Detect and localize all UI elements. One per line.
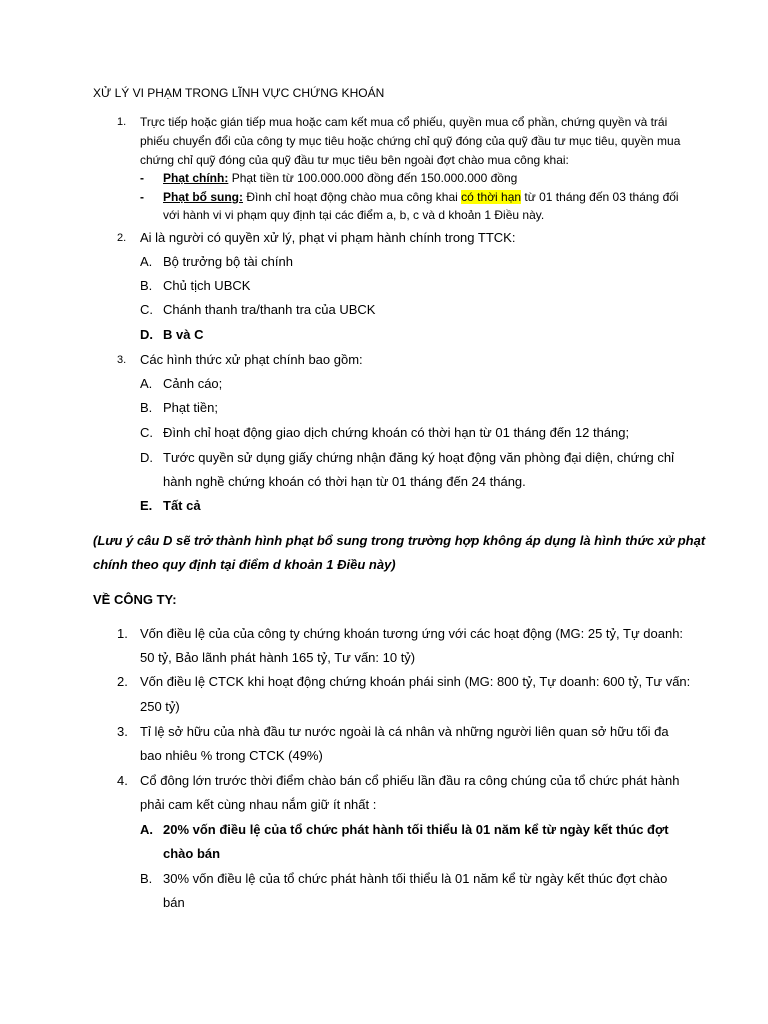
section-heading: VỀ CÔNG TY: bbox=[93, 592, 177, 607]
question-text-line: Trực tiếp hoặc gián tiếp mua hoặc cam kết mua cổ phiếu, quyền mua cổ phần, chứng quyền và trái bbox=[140, 115, 668, 129]
item-text-line: 50 tỷ, Bảo lãnh phát hành 165 tỷ, Tư vấn: 10 tỷ) bbox=[140, 650, 416, 665]
option-letter: C. bbox=[140, 302, 153, 317]
note-line: chính theo quy định tại điểm d khoản 1 Điều này) bbox=[93, 557, 396, 572]
additional-penalty-line bbox=[163, 189, 679, 205]
main-penalty-label: Phạt chính: bbox=[163, 171, 229, 185]
item-number: 3. bbox=[117, 724, 128, 739]
item-text-line: Vốn điều lệ CTCK khi hoạt động chứng khoán phái sinh (MG: 800 tỷ, Tự doanh: 600 tỷ, Tư vấn: bbox=[140, 674, 691, 689]
item-text-line: phải cam kết cùng nhau nắm giữ ít nhất : bbox=[140, 797, 377, 812]
option-letter: B. bbox=[140, 871, 153, 886]
question-text: Các hình thức xử phạt chính bao gồm: bbox=[140, 352, 363, 367]
additional-penalty-line: với hành vi vi phạm quy định tại các điểm a, b, c và d khoản 1 Điều này. bbox=[163, 208, 545, 222]
item-text-line: 250 tỷ) bbox=[140, 699, 180, 714]
additional-penalty-text: Đình chỉ hoạt động chào mua công khai bbox=[246, 190, 458, 204]
option-letter: C. bbox=[140, 425, 153, 440]
option-letter: B. bbox=[140, 400, 153, 415]
item-text-line: Cổ đông lớn trước thời điểm chào bán cổ phiếu lần đầu ra công chúng của tổ chức phát hành bbox=[140, 773, 680, 788]
additional-penalty-label: Phạt bổ sung: bbox=[163, 190, 243, 204]
option-letter: A. bbox=[140, 254, 153, 269]
option-text-answer: 20% vốn điều lệ của tổ chức phát hành tối thiểu là 01 năm kể từ ngày kết thúc đợt bbox=[163, 822, 669, 837]
penalty-bullet: - bbox=[140, 190, 144, 204]
option-text: Phạt tiền; bbox=[163, 400, 218, 415]
option-letter: A. bbox=[140, 822, 153, 837]
main-penalty-line bbox=[163, 170, 517, 186]
question-number: 1. bbox=[117, 116, 127, 128]
option-text-answer: Tất cả bbox=[163, 498, 201, 513]
option-text: Tước quyền sử dụng giấy chứng nhận đăng ký hoạt động văn phòng đại diện, chứng chỉ bbox=[163, 450, 674, 465]
item-text-line: Tỉ lệ sở hữu của nhà đầu tư nước ngoài là cá nhân và những người liên quan sở hữu tối đa bbox=[140, 724, 669, 739]
note-line: (Lưu ý câu D sẽ trở thành hình phạt bổ sung trong trường hợp không áp dụng là hình thức xử phạt bbox=[93, 533, 706, 548]
option-text: Cảnh cáo; bbox=[163, 376, 223, 391]
highlighted-text: có thời hạn bbox=[461, 190, 522, 204]
penalty-bullet: - bbox=[140, 171, 144, 185]
question-text-line: phiếu chuyển đổi của công ty mục tiêu hoặc chứng chỉ quỹ đóng của quỹ đầu tư mục tiêu, quyền mua bbox=[140, 134, 681, 148]
main-penalty-text: Phạt tiền từ 100.000.000 đồng đến 150.000.000 đồng bbox=[231, 171, 518, 185]
option-letter: B. bbox=[140, 278, 153, 293]
option-text-answer: B và C bbox=[163, 327, 204, 342]
item-number: 4. bbox=[117, 773, 128, 788]
question-number: 2. bbox=[117, 232, 127, 244]
option-text: Chủ tịch UBCK bbox=[163, 278, 251, 293]
option-letter: A. bbox=[140, 376, 153, 391]
document-title: XỬ LÝ VI PHẠM TRONG LĨNH VỰC CHỨNG KHOÁN bbox=[93, 86, 385, 100]
option-text: hành nghề chứng khoán có thời hạn từ 01 tháng đến 24 tháng. bbox=[163, 474, 526, 489]
option-letter: E. bbox=[140, 498, 153, 513]
item-number: 2. bbox=[117, 674, 128, 689]
item-text-line: Vốn điều lệ của của công ty chứng khoán tương ứng với các hoạt động (MG: 25 tỷ, Tự doanh: bbox=[140, 626, 684, 641]
option-text-answer: chào bán bbox=[163, 846, 221, 861]
option-letter: D. bbox=[140, 450, 153, 465]
question-number: 3. bbox=[117, 354, 127, 366]
option-text: bán bbox=[163, 895, 185, 910]
option-text: Đình chỉ hoạt động giao dịch chứng khoán có thời hạn từ 01 tháng đến 12 tháng; bbox=[163, 425, 630, 440]
option-text: Chánh thanh tra/thanh tra của UBCK bbox=[163, 302, 376, 317]
option-text: Bộ trưởng bộ tài chính bbox=[163, 254, 293, 269]
option-letter: D. bbox=[140, 327, 153, 342]
option-text: 30% vốn điều lệ của tổ chức phát hành tối thiểu là 01 năm kể từ ngày kết thúc đợt chào bbox=[163, 871, 668, 886]
item-number: 1. bbox=[117, 626, 128, 641]
item-text-line: bao nhiêu % trong CTCK (49%) bbox=[140, 748, 323, 763]
question-text-line: chứng chỉ quỹ đóng của quỹ đầu tư mục tiêu bên ngoài đợt chào mua công khai: bbox=[140, 153, 569, 167]
additional-penalty-text: từ 01 tháng đến 03 tháng đối bbox=[524, 190, 679, 204]
question-text: Ai là người có quyền xử lý, phạt vi phạm hành chính trong TTCK: bbox=[140, 230, 516, 245]
